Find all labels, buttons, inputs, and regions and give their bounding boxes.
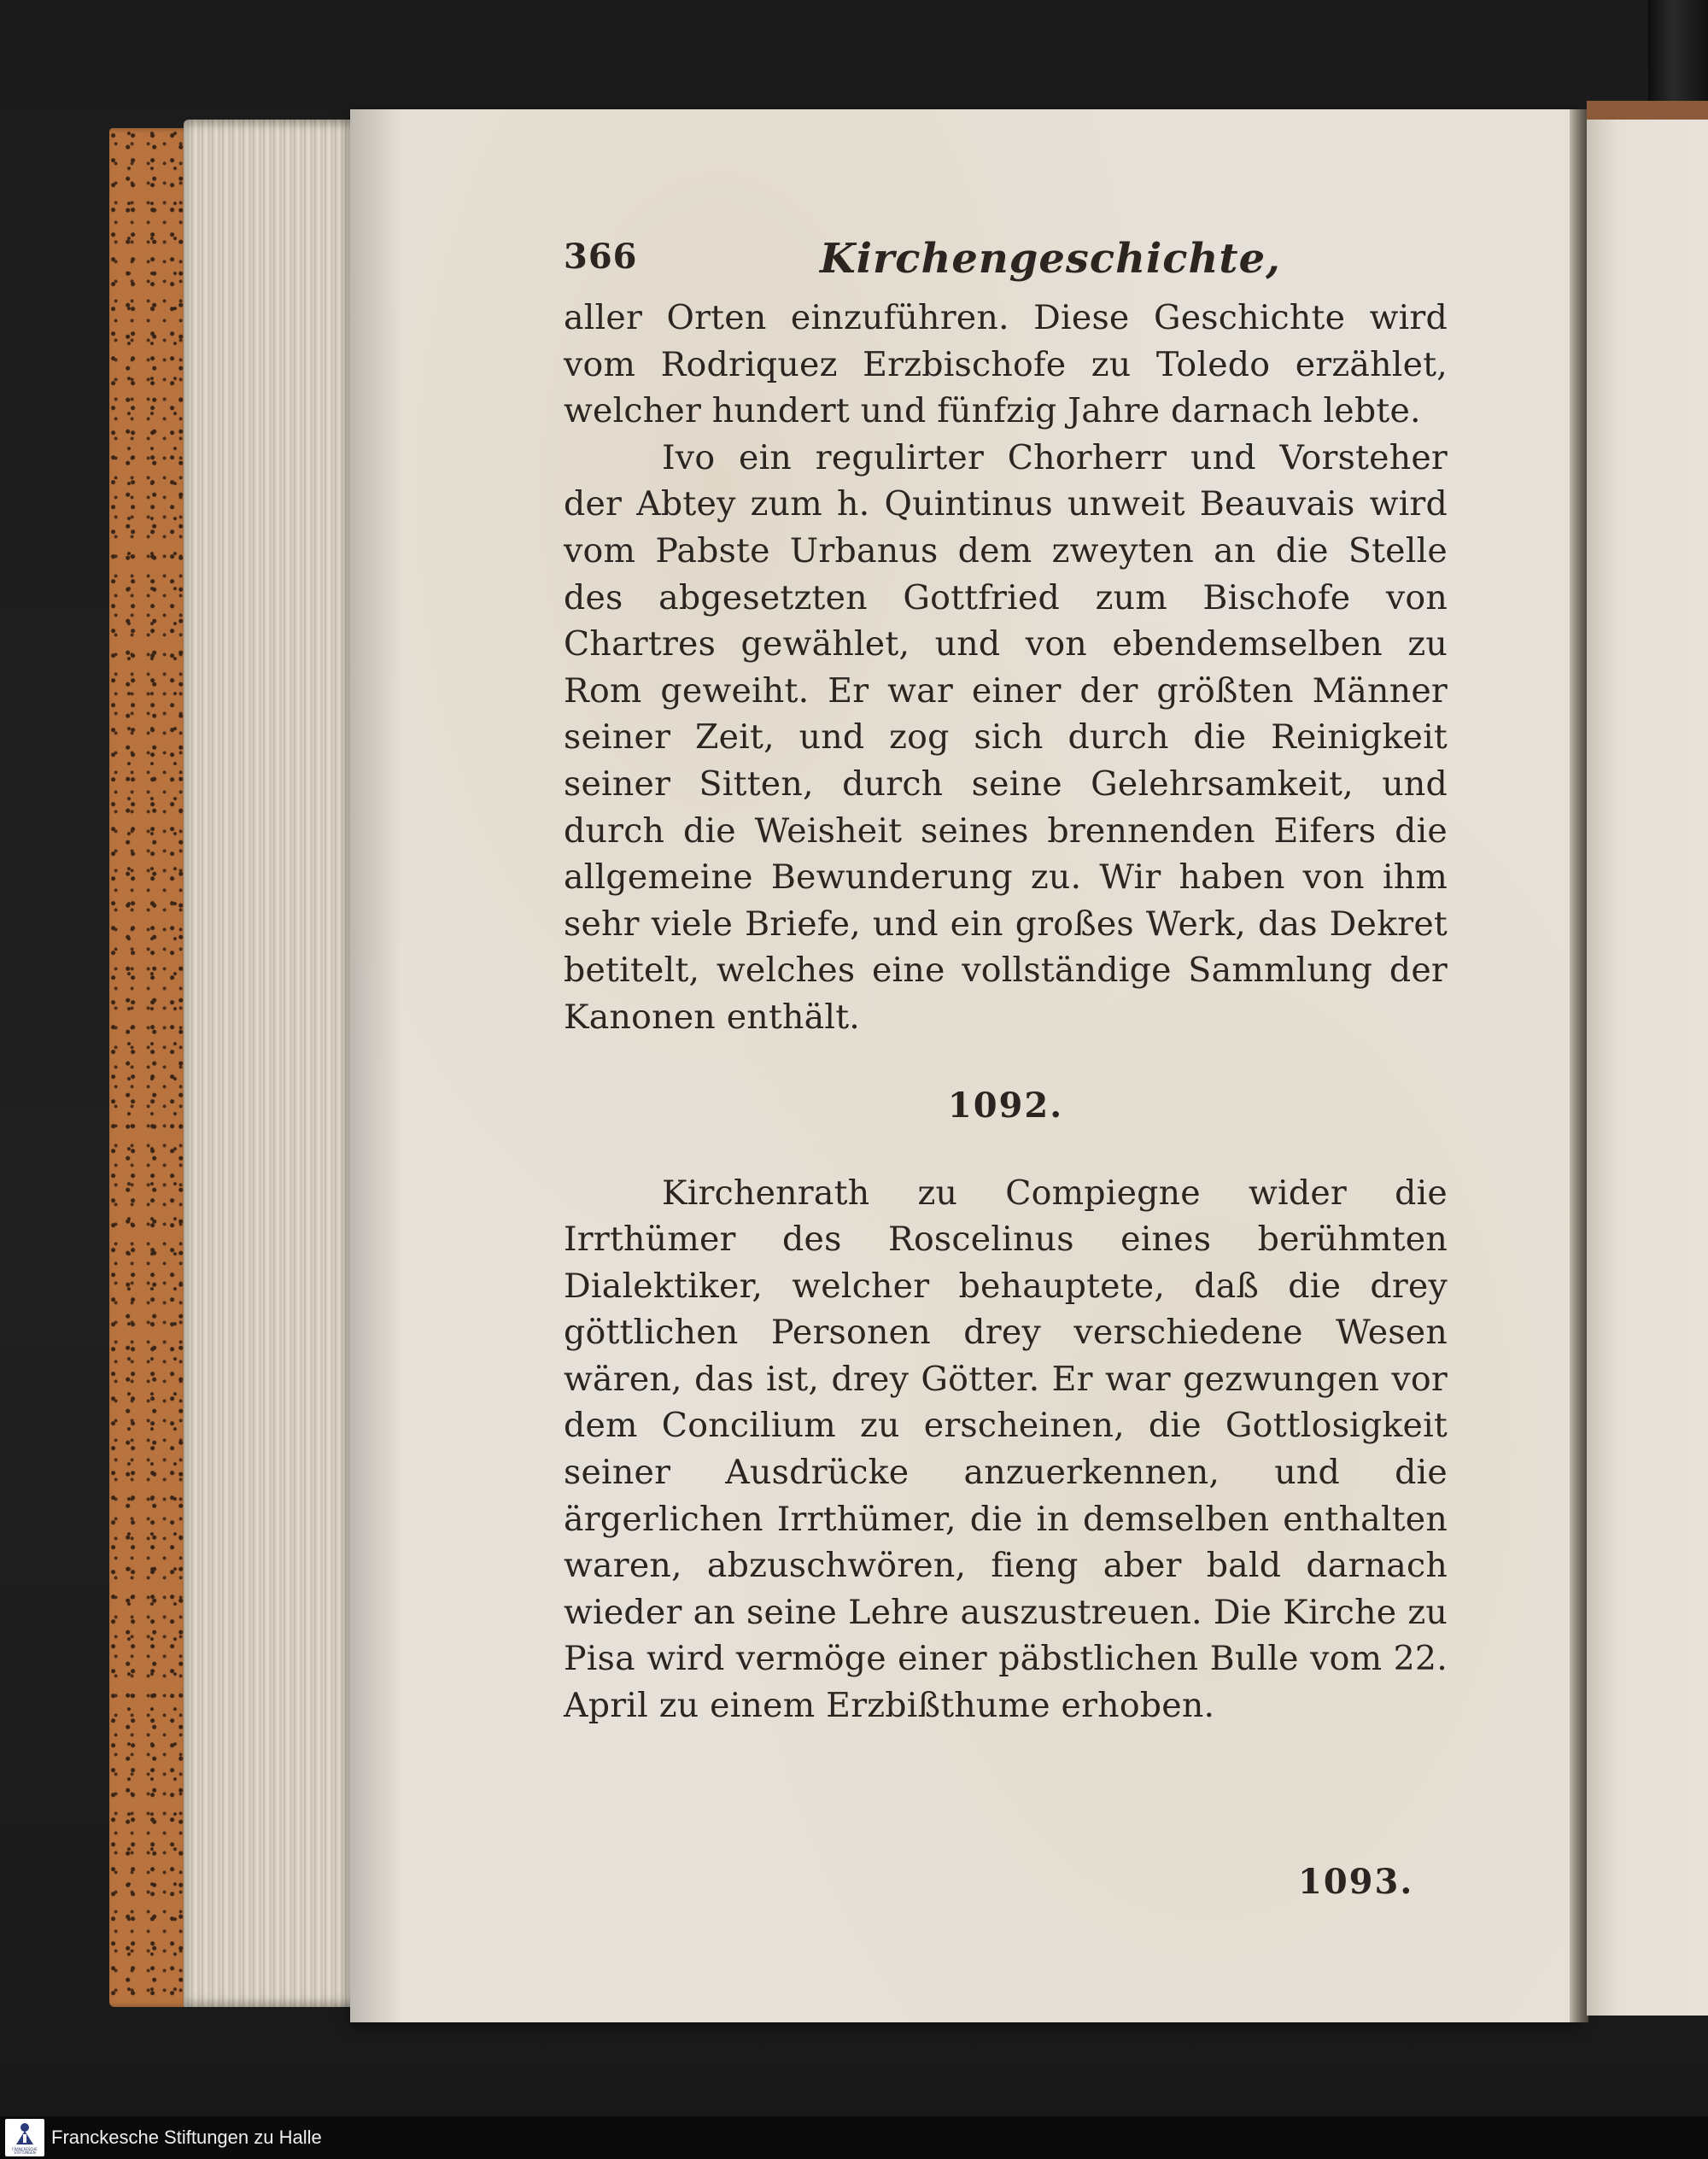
paragraph: Ivo ein regulirter Chorherr und Vorsteher der Abtey zum h. Quintinus unweit Beauvais wird vom Pabste Urbanus dem zweyten an die Stelle des abgesetzten Gottfried zum Bischofe von Chartres gewählet, und von ebendemselben zu Rom geweiht. Er war einer der größten Männer seiner Zeit, und zog sich durch die Reinigkeit seiner Sitten, durch seine Gelehrsamkeit, und durch die Weisheit seines brennenden Eifers die allgemeine Bewunderung zu. Wir haben von ihm sehr viele Briefe, und ein großes Werk, das Dekret betitelt, welches eine vollständige Sammlung der Kanonen enthält. <box>564 437 1448 1037</box>
book-cover-edge <box>109 128 190 2007</box>
facing-page-edge <box>1587 101 1708 120</box>
book-gutter <box>1570 109 1588 2022</box>
background-strip <box>1648 0 1708 101</box>
year-heading: 1092. <box>947 1085 1064 1126</box>
running-head-title: Kirchengeschichte, <box>820 235 1281 283</box>
emblem-label: FRANCKESCHE STIFTUNGEN <box>12 2147 38 2155</box>
paragraph: Kirchenrath zu Compiegne wider die Irrthümer des Roscelinus eines berühmten Dialektiker, welcher behauptete, daß die drey göttlichen Personen drey verschiedene Wesen wären, das ist, drey Götter. Er war gezwungen vor dem Concilium zu erscheinen, die Gottlosigkeit seiner Ausdrücke anzuerkennen, und die ärgerlichen Irrthümer, die in demselben enthalten waren, abzuschwören, fieng aber bald darnach wieder an seine Lehre auszustreuen. Die Kirche zu Pisa wird vermöge einer päbstlichen Bulle vom 22. April zu einem Erzbißthume erhoben. <box>564 1173 1448 1726</box>
page-number: 366 <box>564 237 638 277</box>
footer-bar <box>0 2116 1708 2159</box>
paragraph: aller Orten einzuführen. Diese Geschichte wird vom Rodriquez Erzbischofe zu Toledo erzählet, welcher hundert und fünfzig Jahre darnach lebte. <box>564 298 1448 431</box>
footer-institution-name: Franckesche Stiftungen zu Halle <box>51 2127 322 2148</box>
foundation-emblem-icon <box>5 2119 44 2156</box>
facing-page <box>1587 120 1708 2016</box>
page-edges <box>184 120 367 2007</box>
running-head <box>564 226 1448 295</box>
page-text-block <box>564 226 1448 1729</box>
catchword: 1093. <box>1298 1862 1414 1902</box>
emblem-shape <box>14 2122 36 2146</box>
